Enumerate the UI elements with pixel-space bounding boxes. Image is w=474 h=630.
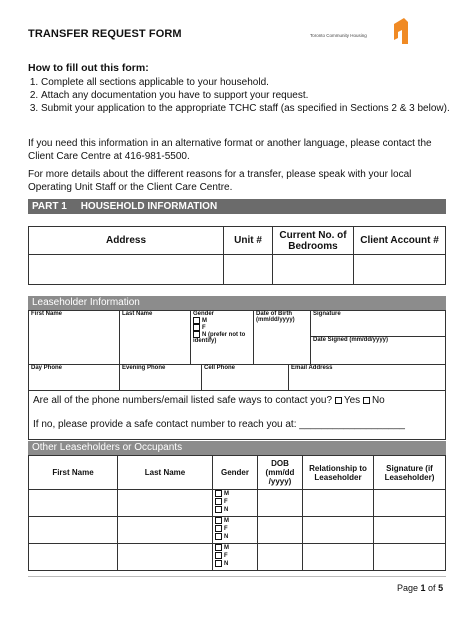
gender-option-m[interactable]: M — [215, 517, 255, 525]
gender-option-f[interactable]: F — [215, 498, 255, 506]
signature-field[interactable] — [311, 311, 446, 337]
page-number: Page 1 of 5 — [397, 583, 444, 593]
gender-option-m[interactable]: M — [193, 317, 251, 324]
occupant-gender — [213, 517, 258, 544]
occupant-row — [29, 490, 446, 517]
phone-table — [28, 364, 446, 391]
occupant-first-name[interactable] — [29, 490, 118, 517]
howto-heading: How to fill out this form: — [28, 62, 149, 74]
cell-phone-field[interactable] — [202, 365, 289, 391]
checkbox-icon — [215, 517, 222, 524]
col-gender: Gender — [213, 456, 258, 490]
checkbox-icon — [193, 331, 200, 338]
date-signed-label: Date Signed (mm/dd/yyyy) — [313, 337, 389, 343]
gender-option-n[interactable]: N — [215, 506, 255, 514]
occupant-gender — [213, 544, 258, 571]
col-dob: DOB (mm/dd /yyyy) — [258, 456, 303, 490]
gender-option-f[interactable]: F — [215, 552, 255, 560]
household-table — [28, 226, 446, 285]
details-paragraph: For more details about the different reasons for a transfer, please speak with your local Operating Unit Staff or the Client Care Centre. — [28, 169, 412, 193]
occupant-gender — [213, 490, 258, 517]
occupant-relationship[interactable] — [303, 490, 374, 517]
last-name-field[interactable] — [120, 311, 191, 365]
checkbox-icon — [193, 317, 200, 324]
howto-step: 3. Submit your application to the appropriate TCHC staff (as specified in Sections 2 & 3 below). — [41, 102, 454, 115]
first-name-field[interactable] — [29, 311, 120, 365]
no-checkbox[interactable] — [363, 397, 370, 404]
leaseholder-table — [28, 310, 446, 365]
unit-field[interactable] — [224, 255, 273, 285]
col-signature: Signature (if Leaseholder) — [374, 456, 446, 490]
col-last-name: Last Name — [118, 456, 213, 490]
safe-contact-box — [28, 391, 446, 440]
col-client-account: Client Account # — [354, 227, 446, 255]
tch-logo-icon — [392, 18, 408, 44]
occupant-first-name[interactable] — [29, 517, 118, 544]
dob-field[interactable] — [254, 311, 311, 365]
occupant-row — [29, 517, 446, 544]
howto-step: 2. Attach any documentation you have to support your request. — [41, 89, 454, 102]
cell-phone-label: Cell Phone — [204, 365, 236, 371]
howto-step: 1. Complete all sections applicable to your household. — [41, 76, 454, 89]
occupant-relationship[interactable] — [303, 517, 374, 544]
alt-format-paragraph: If you need this information in an alternative format or another language, please contact the Client Care Centre at 416-981-5500. — [28, 138, 432, 162]
part1-header: PART 1 HOUSEHOLD INFORMATION — [28, 199, 446, 214]
leaseholder-header: Leaseholder Information — [28, 296, 446, 310]
gender-option-n[interactable]: N — [215, 533, 255, 541]
occupant-signature[interactable] — [374, 490, 446, 517]
form-title: TRANSFER REQUEST FORM — [28, 28, 182, 40]
bedrooms-field[interactable] — [273, 255, 354, 285]
gender-option-f[interactable]: F — [193, 324, 251, 331]
checkbox-icon — [215, 525, 222, 532]
evening-phone-field[interactable] — [120, 365, 202, 391]
occupant-relationship[interactable] — [303, 544, 374, 571]
last-name-label: Last Name — [122, 311, 153, 317]
occupant-signature[interactable] — [374, 544, 446, 571]
gender-label: Gender — [193, 311, 215, 317]
gender-option-n[interactable]: N (prefer not to identify) — [193, 332, 246, 345]
occupant-row — [29, 544, 446, 571]
occupant-last-name[interactable] — [118, 490, 213, 517]
footer-divider — [28, 576, 446, 577]
safe-contact-question: Are all of the phone numbers/email listed safe ways to contact you? Yes No — [33, 395, 385, 406]
checkbox-icon — [215, 490, 222, 497]
col-first-name: First Name — [29, 456, 118, 490]
logo-text: Toronto Community Housing — [310, 33, 367, 38]
checkbox-icon — [215, 544, 222, 551]
gender-field — [191, 311, 254, 365]
gender-option-n[interactable]: N — [215, 560, 255, 568]
day-phone-label: Day Phone — [31, 365, 63, 371]
signature-label: Signature — [313, 311, 341, 317]
occupant-signature[interactable] — [374, 517, 446, 544]
checkbox-icon — [215, 552, 222, 559]
checkbox-icon — [215, 506, 222, 513]
gender-option-m[interactable]: M — [215, 544, 255, 552]
date-signed-field[interactable] — [311, 337, 446, 365]
evening-phone-label: Evening Phone — [122, 365, 166, 371]
howto-steps — [28, 76, 454, 115]
occupant-last-name[interactable] — [118, 544, 213, 571]
occupant-dob[interactable] — [258, 490, 303, 517]
first-name-label: First Name — [31, 311, 63, 317]
safe-contact-alt: If no, please provide a safe contact number to reach you at: ___________________ — [33, 419, 405, 430]
yes-checkbox[interactable] — [335, 397, 342, 404]
occupant-last-name[interactable] — [118, 517, 213, 544]
email-field[interactable] — [289, 365, 446, 391]
checkbox-icon — [215, 560, 222, 567]
col-address: Address — [29, 227, 224, 255]
col-relationship: Relationship to Leaseholder — [303, 456, 374, 490]
gender-option-f[interactable]: F — [215, 525, 255, 533]
email-label: Email Address — [291, 365, 333, 371]
occupant-first-name[interactable] — [29, 544, 118, 571]
dob-label: Date of Birth (mm/dd/yyyy) — [256, 311, 295, 323]
checkbox-icon — [193, 324, 200, 331]
occupant-dob[interactable] — [258, 517, 303, 544]
checkbox-icon — [215, 498, 222, 505]
checkbox-icon — [215, 533, 222, 540]
client-account-field[interactable] — [354, 255, 446, 285]
col-unit: Unit # — [224, 227, 273, 255]
occupants-header: Other Leaseholders or Occupants — [28, 441, 446, 455]
occupant-dob[interactable] — [258, 544, 303, 571]
occupants-table — [28, 455, 446, 571]
gender-option-m[interactable]: M — [215, 490, 255, 498]
address-field[interactable] — [29, 255, 224, 285]
day-phone-field[interactable] — [29, 365, 120, 391]
col-bedrooms: Current No. of Bedrooms — [273, 227, 354, 255]
